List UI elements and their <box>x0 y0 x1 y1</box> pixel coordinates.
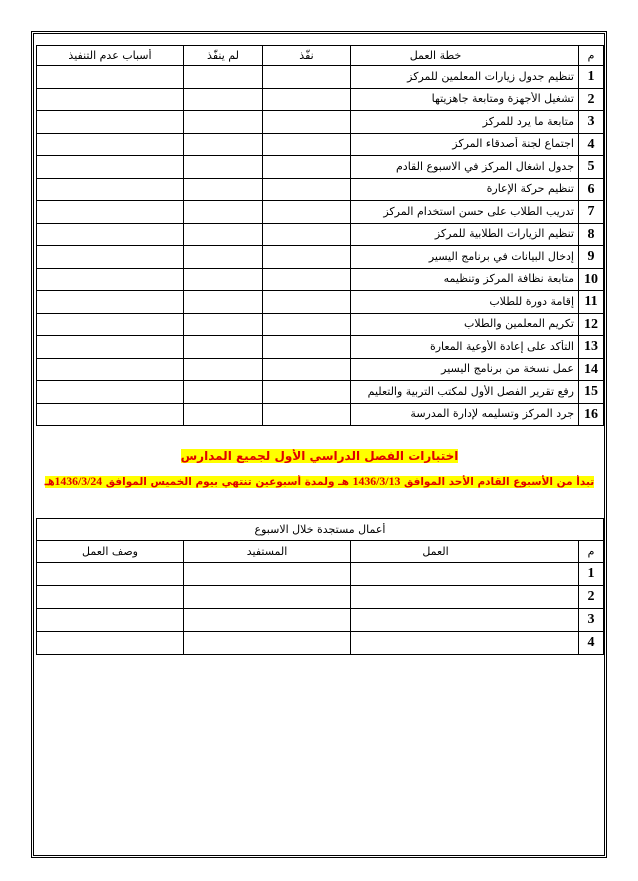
done-cell <box>263 358 351 381</box>
row-number-cell <box>579 381 604 404</box>
done-cell <box>263 66 351 89</box>
done-cell <box>263 336 351 359</box>
exam-announcement-title-text: اختبارات الفصل الدراسي الأول لجميع المدارس <box>180 449 459 463</box>
plan-item-cell <box>351 268 579 291</box>
exam-start-date: 1436/3/13 <box>352 475 401 488</box>
table-row <box>37 336 604 359</box>
column-header-work <box>351 541 579 563</box>
table-row <box>37 313 604 336</box>
beneficiary-cell <box>184 609 351 632</box>
work-plan-table <box>36 45 604 426</box>
work-cell <box>351 632 579 655</box>
row-number-text: 7 <box>587 204 595 219</box>
reasons-cell <box>37 201 184 224</box>
done-cell <box>263 178 351 201</box>
done-cell <box>263 156 351 179</box>
exam-dates-highlight <box>45 476 594 488</box>
column-header-done <box>263 46 351 66</box>
row-number-cell <box>579 586 604 609</box>
work-description-cell <box>37 586 184 609</box>
done-cell <box>263 246 351 269</box>
reasons-cell <box>37 313 184 336</box>
exam-dates-line <box>36 475 603 497</box>
plan-item-text: متابعة نظافة المركز وتنظيمه <box>443 272 574 286</box>
plan-item-text: تدريب الطلاب على حسن استخدام المركز <box>383 204 574 218</box>
exam-announcement-title <box>36 449 603 469</box>
column-header-description <box>37 541 184 563</box>
table-row <box>37 66 604 89</box>
row-number-cell <box>579 358 604 381</box>
new-works-table <box>36 518 604 655</box>
plan-item-text: إدخال البيانات في برنامج اليسير <box>428 249 574 263</box>
row-number-text: 5 <box>587 159 595 174</box>
plan-item-text: اجتماع لجنة أصدقاء المركز <box>452 137 574 151</box>
row-number-cell <box>579 563 604 586</box>
column-header-number-label: م <box>587 544 595 558</box>
row-number-cell <box>579 66 604 89</box>
plan-item-cell <box>351 178 579 201</box>
plan-item-text: رفع تقرير الفصل الأول لمكتب التربية والتعليم <box>367 384 574 398</box>
table-row <box>37 246 604 269</box>
row-number-text: 3 <box>587 612 595 628</box>
reasons-cell <box>37 178 184 201</box>
reasons-cell <box>37 156 184 179</box>
row-number-cell <box>579 609 604 632</box>
table-row <box>37 586 604 609</box>
table-row <box>37 358 604 381</box>
plan-item-text: تنظيم جدول زيارات المعلمين للمركز <box>407 69 574 83</box>
not-done-cell <box>184 313 263 336</box>
table-row <box>37 403 604 426</box>
row-number-text: 16 <box>584 406 598 422</box>
column-header-number-label: م <box>587 48 595 62</box>
plan-item-cell <box>351 313 579 336</box>
column-header-beneficiary <box>184 541 351 563</box>
done-cell <box>263 313 351 336</box>
work-cell <box>351 563 579 586</box>
not-done-cell <box>184 268 263 291</box>
plan-item-text: تكريم المعلمين والطلاب <box>463 317 574 331</box>
exam-start-text: تبدأ من الأسبوع القادم الأحد الموافق <box>403 476 595 488</box>
not-done-cell <box>184 381 263 404</box>
column-header-work-label: العمل <box>422 544 449 558</box>
plan-item-cell <box>351 223 579 246</box>
table-row <box>37 381 604 404</box>
table-row <box>37 609 604 632</box>
table-title-cell <box>37 519 604 541</box>
column-header-done-label: نفّذ <box>299 48 314 62</box>
row-number-text: 2 <box>587 91 595 107</box>
row-number-cell <box>579 223 604 246</box>
not-done-cell <box>184 111 263 134</box>
not-done-cell <box>184 246 263 269</box>
beneficiary-cell <box>184 563 351 586</box>
not-done-cell <box>184 403 263 426</box>
reasons-cell <box>37 381 184 404</box>
plan-item-cell <box>351 133 579 156</box>
work-cell <box>351 609 579 632</box>
column-header-plan <box>351 46 579 66</box>
table-row <box>37 88 604 111</box>
plan-item-cell <box>351 156 579 179</box>
plan-item-cell <box>351 336 579 359</box>
row-number-cell <box>579 133 604 156</box>
plan-item-text: متابعة ما يرد للمركز <box>482 114 574 128</box>
new-works-title: أعمال مستجدة خلال الاسبوع <box>254 522 386 536</box>
column-header-beneficiary-label: المستفيد <box>246 544 288 558</box>
not-done-cell <box>184 88 263 111</box>
done-cell <box>263 201 351 224</box>
plan-item-cell <box>351 291 579 314</box>
column-header-reasons-label: أسباب عدم التنفيذ <box>68 48 152 62</box>
table-row <box>37 133 604 156</box>
plan-item-cell <box>351 358 579 381</box>
row-number-text: 4 <box>587 635 595 651</box>
work-cell <box>351 586 579 609</box>
table-row <box>37 223 604 246</box>
row-number-text: 14 <box>584 361 598 377</box>
done-cell <box>263 111 351 134</box>
reasons-cell <box>37 246 184 269</box>
row-number-cell <box>579 111 604 134</box>
done-cell <box>263 381 351 404</box>
row-number-cell <box>579 336 604 359</box>
row-number-cell <box>579 88 604 111</box>
done-cell <box>263 291 351 314</box>
column-header-number <box>579 541 604 563</box>
row-number-cell <box>579 246 604 269</box>
row-number-cell <box>579 156 604 179</box>
table-row <box>37 111 604 134</box>
row-number-text: 8 <box>587 226 595 242</box>
column-header-description-label: وصف العمل <box>82 544 138 558</box>
column-header-not-done-label: لم ينفّذ <box>207 48 239 62</box>
table-row <box>37 632 604 655</box>
plan-item-cell <box>351 403 579 426</box>
done-cell <box>263 268 351 291</box>
new-works-rows <box>37 563 604 655</box>
reasons-cell <box>37 88 184 111</box>
table-header-row <box>37 541 604 563</box>
row-number-text: 4 <box>587 136 595 152</box>
plan-item-text: تشغيل الأجهزة ومتابعة جاهزيتها <box>431 92 574 106</box>
done-cell <box>263 223 351 246</box>
row-number-text: 9 <box>587 249 595 264</box>
row-number-text: 15 <box>584 384 598 399</box>
row-number-cell <box>579 201 604 224</box>
row-number-text: 12 <box>584 316 598 332</box>
not-done-cell <box>184 223 263 246</box>
done-cell <box>263 133 351 156</box>
not-done-cell <box>184 178 263 201</box>
plan-item-text: عمل نسخة من برنامج اليسير <box>441 362 574 376</box>
plan-item-cell <box>351 201 579 224</box>
row-number-text: 11 <box>584 294 598 309</box>
work-description-cell <box>37 609 184 632</box>
done-cell <box>263 403 351 426</box>
row-number-cell <box>579 268 604 291</box>
row-number-text: 1 <box>587 566 595 582</box>
row-number-cell <box>579 178 604 201</box>
row-number-text: 3 <box>587 114 595 129</box>
plan-item-cell <box>351 88 579 111</box>
column-header-reasons <box>37 46 184 66</box>
reasons-cell <box>37 66 184 89</box>
table-row <box>37 268 604 291</box>
table-row <box>37 291 604 314</box>
exam-middle-text: هـ ولمدة أسبوعين تنتهي بيوم الخميس الموافق <box>105 476 350 488</box>
not-done-cell <box>184 66 263 89</box>
reasons-cell <box>37 268 184 291</box>
reasons-cell <box>37 403 184 426</box>
plan-item-text: التأكد على إعادة الأوعية المعارة <box>429 339 574 353</box>
not-done-cell <box>184 358 263 381</box>
not-done-cell <box>184 336 263 359</box>
beneficiary-cell <box>184 586 351 609</box>
plan-item-cell <box>351 381 579 404</box>
row-number-text: 10 <box>584 271 598 287</box>
done-cell <box>263 88 351 111</box>
row-number-text: 13 <box>584 339 598 354</box>
row-number-text: 2 <box>587 589 595 605</box>
plan-item-text: تنظيم حركة الإعارة <box>486 182 574 196</box>
not-done-cell <box>184 133 263 156</box>
table-row <box>37 201 604 224</box>
row-number-cell <box>579 632 604 655</box>
reasons-cell <box>37 223 184 246</box>
plan-item-cell <box>351 66 579 89</box>
work-description-cell <box>37 563 184 586</box>
work-description-cell <box>37 632 184 655</box>
table-header-row <box>37 46 604 66</box>
not-done-cell <box>184 156 263 179</box>
column-header-plan-label: خطة العمل <box>409 48 462 62</box>
reasons-cell <box>37 336 184 359</box>
not-done-cell <box>184 291 263 314</box>
row-number-cell <box>579 291 604 314</box>
plan-item-cell <box>351 111 579 134</box>
reasons-cell <box>37 133 184 156</box>
plan-item-cell <box>351 246 579 269</box>
exam-end-date: 1436/3/24هـ <box>44 475 103 488</box>
column-header-number <box>579 46 604 66</box>
table-title-row <box>37 519 604 541</box>
table-row <box>37 156 604 179</box>
row-number-text: 1 <box>587 69 595 84</box>
beneficiary-cell <box>184 632 351 655</box>
row-number-cell <box>579 403 604 426</box>
row-number-cell <box>579 313 604 336</box>
plan-item-text: جرد المركز وتسليمه لإدارة المدرسة <box>410 407 574 421</box>
row-number-text: 6 <box>587 181 595 197</box>
reasons-cell <box>37 291 184 314</box>
column-header-not-done <box>184 46 263 66</box>
reasons-cell <box>37 358 184 381</box>
plan-item-text: إقامة دورة للطلاب <box>489 294 574 308</box>
plan-item-text: تنظيم الزيارات الطلابية للمركز <box>434 227 574 241</box>
reasons-cell <box>37 111 184 134</box>
not-done-cell <box>184 201 263 224</box>
table-row <box>37 178 604 201</box>
table-row <box>37 563 604 586</box>
plan-item-text: جدول اشغال المركز في الاسبوع القادم <box>396 159 574 173</box>
work-plan-rows <box>37 66 604 426</box>
